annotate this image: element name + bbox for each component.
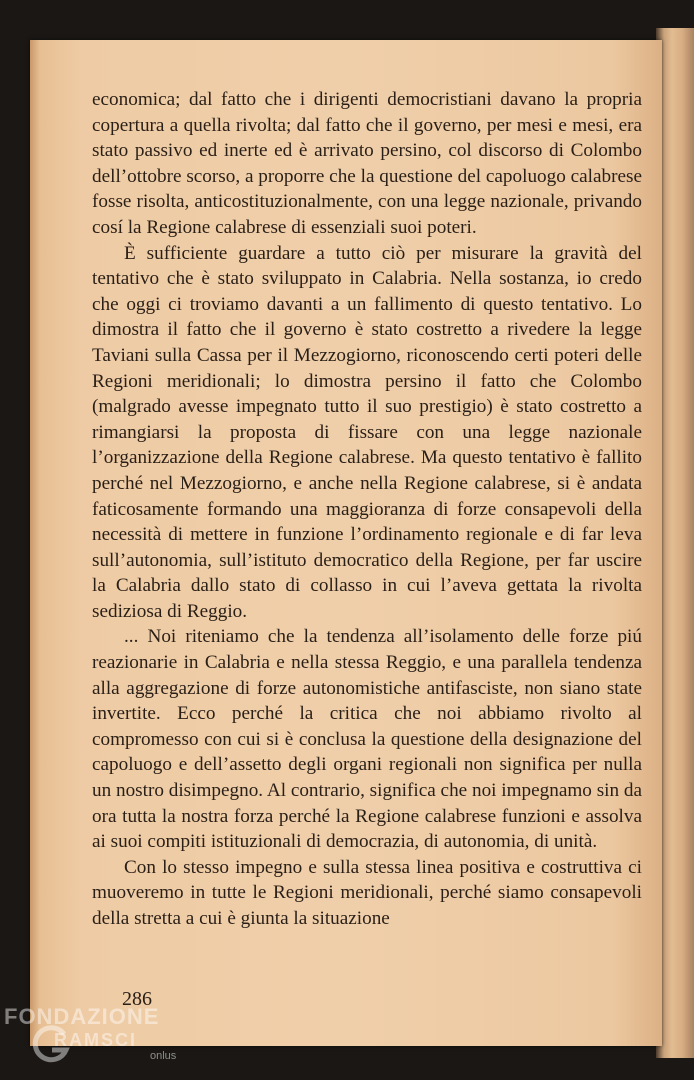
paragraph-2: È sufficiente guardare a tutto ciò per misurare la gravità del tentativo che è stato sviluppato in Calabria. Nella sostanza, io credo che oggi ci troviamo davanti a un fallimento di questo tentativo. Lo dimostra il fatto che il governo è stato costretto a rivedere la legge Taviani sulla Cassa per il Mezzogiorno, riconoscendo certi poteri delle Regioni meridionali; lo dimostra persino il fatto che Colombo (malgrado avesse impegnato tutto il suo prestigio) è stato costretto a rimangiarsi la proposta di fissare con una legge nazionale l’organizzazione della Regione calabrese. Ma questo tentativo è fallito perché nel Mezzogiorno, e anche nella Regione calabrese, si è andata faticosamente formando una maggioranza di forze consapevoli della necessità di mettere in funzione l’ordinamento regionale e di far leva sull’autonomia, sull’istituto democratico della Regione, per far uscire la Calabria dallo stato di collasso in cui l’aveva gettata la rivolta sediziosa di Reggio. [92, 242, 642, 622]
page-number: 286 [122, 988, 152, 1010]
paragraph-4: Con lo stesso impegno e sulla stessa linea positiva e costruttiva ci muoveremo in tutte le Regioni meridionali, perché siamo consapevoli della stretta a cui è giunta la situazione [92, 856, 642, 929]
watermark-onlus: onlus [150, 1050, 177, 1062]
body-text [92, 87, 642, 932]
page-gutter-shadow [30, 40, 40, 1046]
paragraph-1: economica; dal fatto che i dirigenti democristiani davano la propria copertura a quella rivolta; dal fatto che il governo, per mesi e mesi, era stato passivo ed inerte ed è arrivato persino, col discorso di Colombo dell’ottobre scorso, a proporre che la questione del capoluogo calabrese fosse risolta, anticostituzionalmente, con una legge nazionale, privando cosí la Regione calabrese di essenziali suoi poteri. [92, 89, 642, 238]
watermark-line1: FONDAZIONE [4, 1004, 160, 1029]
fondazione-gramsci-watermark [4, 1000, 204, 1075]
watermark-line2: RAMSCI [54, 1030, 137, 1050]
paragraph-3: ... Noi riteniamo che la tendenza all’isolamento delle forze piú reazionarie in Calabria e nella stessa Reggio, e una parallela tendenza alla aggregazione di forze autonomistiche antifasciste, non siano state invertite. Ecco perché la critica che noi abbiamo rivolto al compromesso con cui si è conclusa la questione della designazione del capoluogo e dell’assetto degli organi regionali non significa per nulla un nostro disimpegno. Al contrario, significa che noi impegnamo sin da ora tutta la nostra forza perché la Regione calabrese funzioni e assolva ai suoi compiti istituzionali di democrazia, di autonomia, di unità. [92, 626, 642, 853]
